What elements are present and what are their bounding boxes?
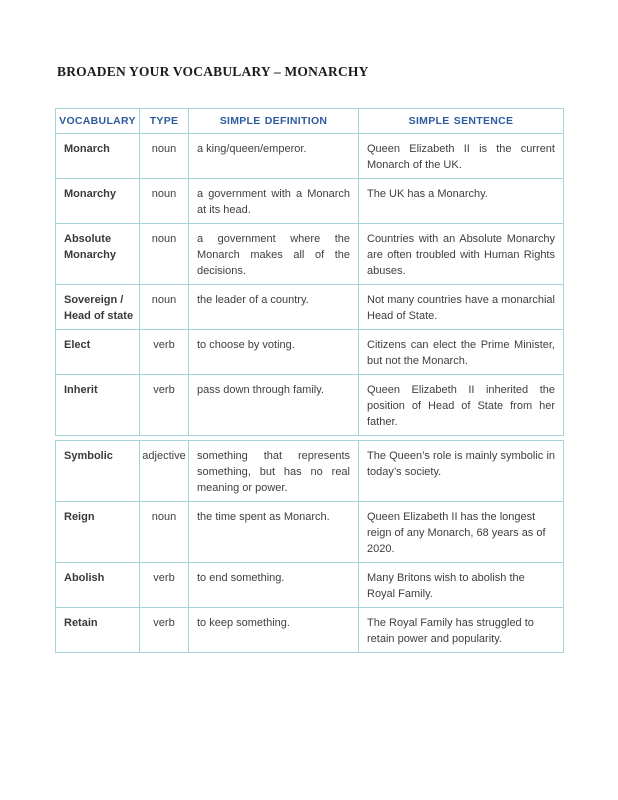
table-row — [56, 330, 564, 375]
cell-definition: the time spent as Monarch. — [189, 502, 359, 563]
cell-definition: the leader of a country. — [189, 285, 359, 330]
cell-definition: pass down through family. — [189, 375, 359, 436]
table-row — [56, 502, 564, 563]
cell-vocabulary: Monarch — [56, 134, 140, 179]
cell-type: verb — [140, 608, 189, 653]
cell-definition: to choose by voting. — [189, 330, 359, 375]
table-row — [56, 285, 564, 330]
table-row — [56, 608, 564, 653]
cell-sentence: Countries with an Absolute Monarchy are often troubled with Human Rights abuses. — [359, 224, 564, 285]
cell-sentence: Many Britons wish to abolish the Royal Family. — [359, 563, 564, 608]
cell-vocabulary: Sovereign / Head of state — [56, 285, 140, 330]
cell-definition: to end something. — [189, 563, 359, 608]
cell-sentence: Not many countries have a monarchial Head of State. — [359, 285, 564, 330]
cell-definition: a government with a Monarch at its head. — [189, 179, 359, 224]
cell-definition: a government where the Monarch makes all of the decisions. — [189, 224, 359, 285]
cell-type: verb — [140, 563, 189, 608]
cell-sentence: The Queen’s role is mainly symbolic in today’s society. — [359, 441, 564, 502]
column-header-vocabulary: VOCABULARY — [56, 109, 140, 134]
vocabulary-table-lower — [55, 440, 564, 653]
cell-vocabulary: Symbolic — [56, 441, 140, 502]
cell-vocabulary: Elect — [56, 330, 140, 375]
table-row — [56, 224, 564, 285]
vocabulary-table-upper — [55, 108, 564, 436]
page-title: BROADEN YOUR VOCABULARY – MONARCHY — [57, 64, 369, 79]
table-row — [56, 179, 564, 224]
cell-sentence: Citizens can elect the Prime Minister, but not the Monarch. — [359, 330, 564, 375]
cell-vocabulary: Absolute Monarchy — [56, 224, 140, 285]
cell-vocabulary: Abolish — [56, 563, 140, 608]
table-row — [56, 134, 564, 179]
cell-vocabulary: Reign — [56, 502, 140, 563]
cell-sentence: Queen Elizabeth II inherited the position of Head of State from her father. — [359, 375, 564, 436]
cell-type: noun — [140, 285, 189, 330]
cell-sentence: Queen Elizabeth II is the current Monarch of the UK. — [359, 134, 564, 179]
cell-type: noun — [140, 502, 189, 563]
table-row — [56, 441, 564, 502]
cell-type: verb — [140, 330, 189, 375]
cell-sentence: Queen Elizabeth II has the longest reign of any Monarch, 68 years as of 2020. — [359, 502, 564, 563]
cell-type: noun — [140, 134, 189, 179]
cell-type: verb — [140, 375, 189, 436]
cell-definition: a king/queen/emperor. — [189, 134, 359, 179]
cell-definition: to keep something. — [189, 608, 359, 653]
cell-vocabulary: Monarchy — [56, 179, 140, 224]
cell-vocabulary: Retain — [56, 608, 140, 653]
cell-sentence: The Royal Family has struggled to retain power and popularity. — [359, 608, 564, 653]
column-header-simple-sentence: SIMPLE SENTENCE — [359, 109, 564, 134]
table-header-row — [56, 109, 564, 134]
table-row — [56, 563, 564, 608]
cell-definition: something that represents something, but has no real meaning or power. — [189, 441, 359, 502]
column-header-type: TYPE — [140, 109, 189, 134]
cell-sentence: The UK has a Monarchy. — [359, 179, 564, 224]
cell-type: noun — [140, 179, 189, 224]
column-header-simple-definition: SIMPLE DEFINITION — [189, 109, 359, 134]
cell-type: adjective — [140, 441, 189, 502]
vocabulary-table — [55, 108, 563, 653]
cell-type: noun — [140, 224, 189, 285]
cell-vocabulary: Inherit — [56, 375, 140, 436]
table-row — [56, 375, 564, 436]
